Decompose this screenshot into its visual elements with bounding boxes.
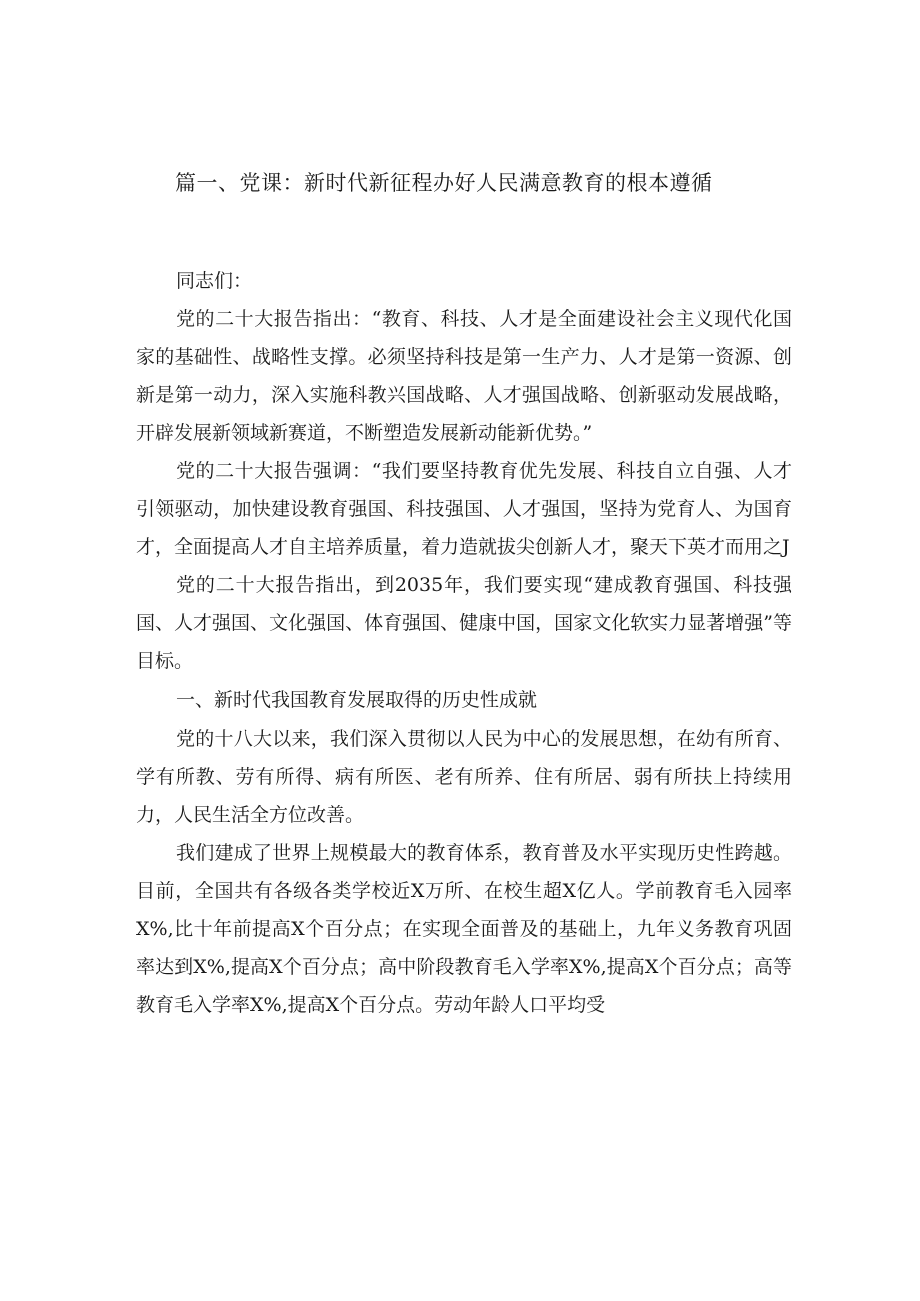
paragraph-education-system: 我们建成了世界上规模最大的教育体系，教育普及水平实现历史性跨越。目前，全国共有各级各类学校近X万所、在校生超X亿人。学前教育毛入园率X%,比十年前提高X个百分点；在实现全面普及的基础上，九年义务教育巩固率达到X%,提高X个百分点；高中阶段教育毛入学率X%,提高X个百分点；高等教育毛入学率X%,提高X个百分点。劳动年龄人口平均受: [136, 842, 792, 1016]
section-heading-1: 一、新时代我国教育发展取得的历史性成就: [176, 689, 538, 711]
paragraph-people-centered: 党的十八大以来，我们深入贯彻以人民为中心的发展思想，在幼有所育、学有所教、劳有所得、病有所医、老有所养、住有所居、弱有所扶上持续用力，人民生活全方位改善。: [136, 728, 792, 826]
paragraph-report-goals-2035: 党的二十大报告指出，到2035年，我们要实现“建成教育强国、科技强国、人才强国、文化强国、体育强国、健康中国，国家文化软实力显著增强”等目标。: [136, 574, 792, 672]
document-title: 篇一、党课：新时代新征程办好人民满意教育的根本遵循: [175, 171, 713, 195]
paragraph-report-quote-2: 党的二十大报告强调：“我们要坚持教育优先发展、科技自立自强、人才引领驱动，加快建设教育强国、科技强国、人才强国，坚持为党育人、为国育才，全面提高人才自主培养质量，着力造就拔尖创新人才，聚天下英才而用之J: [136, 460, 792, 558]
paragraph-report-quote-1: 党的二十大报告指出：“教育、科技、人才是全面建设社会主义现代化国家的基础性、战略性支撑。必须坚持科技是第一生产力、人才是第一资源、创新是第一动力，深入实施科教兴国战略、人才强国战略、创新驱动发展战略，开辟发展新领域新赛道，不断塑造发展新动能新优势。”: [136, 308, 792, 444]
greeting: 同志们：: [176, 270, 253, 292]
document-body: [136, 262, 792, 1024]
